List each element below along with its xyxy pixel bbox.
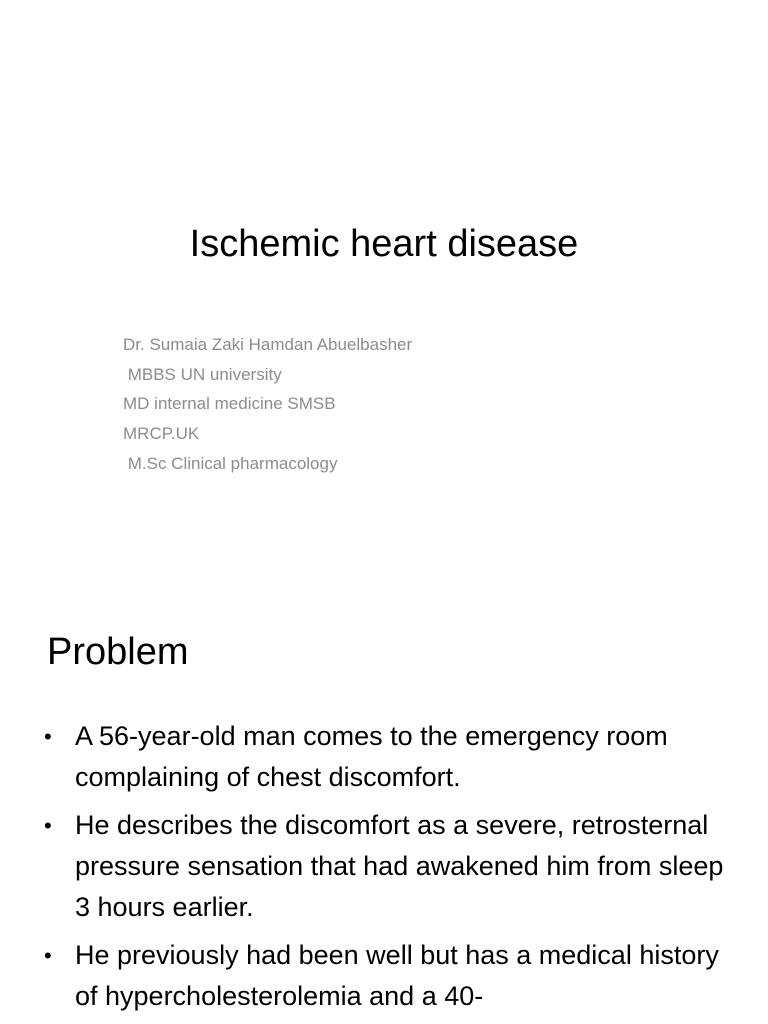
slide-title: Problem: [47, 631, 189, 673]
credential-line: M.Sc Clinical pharmacology: [123, 453, 338, 473]
presentation-title: Ischemic heart disease: [189, 223, 579, 265]
bullet-item: [0, 716, 768, 798]
bullet-text: He describes the discomfort as a severe, retrosternal pressure sensation that had awakened him from sleep 3 hours earlier.: [75, 810, 724, 922]
credential-line: MRCP.UK: [123, 424, 200, 444]
bullet-item: [0, 935, 768, 1017]
credential-line: MD internal medicine SMSB: [123, 394, 336, 414]
content-slide: [0, 592, 768, 1024]
bullet-icon: •: [44, 813, 52, 838]
bullet-text: He previously had been well but has a medical history of hypercholesterolemia and a 40-: [75, 940, 719, 1011]
credential-line: MBBS UN university: [123, 364, 282, 384]
author-name: Dr. Sumaia Zaki Hamdan Abuelbasher: [123, 335, 413, 354]
bullet-text: A 56-year-old man comes to the emergency room complaining of chest discomfort.: [75, 721, 668, 792]
bullet-icon: •: [44, 943, 52, 968]
author-credentials: [123, 330, 683, 479]
bullet-icon: •: [44, 724, 52, 749]
bullet-list: [0, 716, 768, 1024]
bullet-item: [0, 805, 768, 928]
